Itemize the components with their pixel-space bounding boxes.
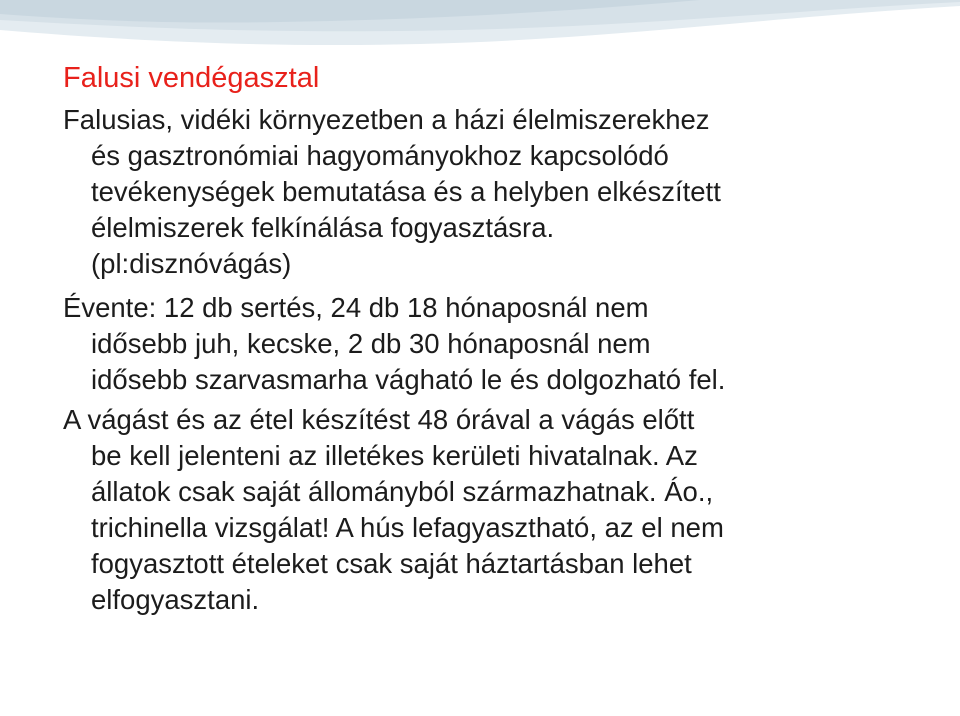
- text-line: fogyasztott ételeket csak saját háztartásban lehet: [91, 548, 692, 579]
- text-line: idősebb juh, kecske, 2 db 30 hónaposnál nem: [91, 328, 651, 359]
- paragraph-notification-rules: [63, 402, 943, 618]
- text-line: idősebb szarvasmarha vágható le és dolgozható fel.: [91, 364, 726, 395]
- text-line: be kell jelenteni az illetékes kerületi hivatalnak. Az: [91, 440, 698, 471]
- text-line: Évente: 12 db sertés, 24 db 18 hónaposnál nem: [63, 292, 649, 323]
- text-line: állatok csak saját állományból származhatnak. Áo.,: [91, 476, 714, 507]
- slide-content: [63, 58, 943, 618]
- text-line: elfogyasztani.: [91, 584, 260, 615]
- paragraph-definition: [63, 102, 943, 282]
- text-line: A vágást és az étel készítést 48 órával a vágás előtt: [63, 404, 695, 435]
- slide-title: Falusi vendégasztal: [63, 62, 320, 94]
- text-line: tevékenységek bemutatása és a helyben elkészített: [91, 176, 721, 207]
- text-line: Falusias, vidéki környezetben a házi élelmiszerekhez: [63, 104, 710, 135]
- text-line: (pl:disznóvágás): [91, 248, 292, 279]
- text-line: és gasztronómiai hagyományokhoz kapcsolódó: [91, 140, 669, 171]
- text-line: élelmiszerek felkínálása fogyasztásra.: [91, 212, 555, 243]
- paragraph-annual-limits: [63, 290, 943, 398]
- text-line: trichinella vizsgálat! A hús lefagyasztható, az el nem: [91, 512, 724, 543]
